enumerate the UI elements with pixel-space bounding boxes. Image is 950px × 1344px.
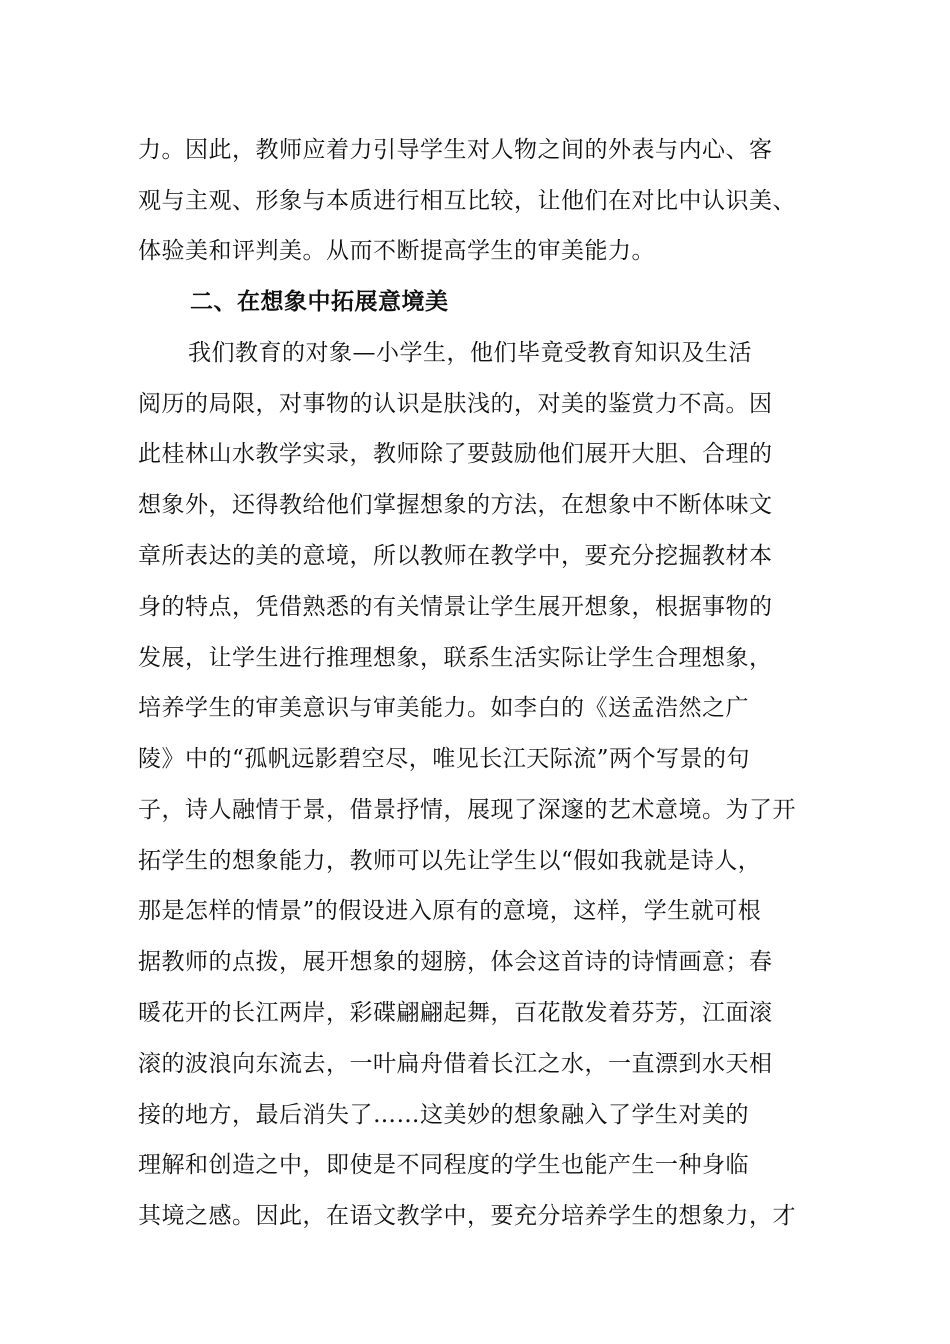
text-line: 陵》中的“孤帆远影碧空尽，唯见长江天际流”两个写景的句 <box>138 746 751 772</box>
text-line: 理解和创造之中，即使是不同程度的学生也能产生一种身临 <box>138 1152 749 1178</box>
text-line: 子，诗人融情于景，借景抒情，展现了深邃的艺术意境。为了开 <box>138 797 796 823</box>
text-line: 滚的波浪向东流去，一叶扁舟借着长江之水，一直漂到水天相 <box>138 1051 773 1077</box>
text-line: 接的地方，最后消失了……这美妙的想象融入了学生对美的 <box>138 1102 749 1128</box>
section-heading: 二、在想象中拓展意境美 <box>190 289 449 315</box>
text-line: 我们教育的对象—小学生，他们毕竟受教育知识及生活 <box>188 340 752 366</box>
text-line: 阅历的局限，对事物的认识是肤浅的，对美的鉴赏力不高。因 <box>138 391 773 417</box>
text-line: 据教师的点拨，展开想象的翅膀，体会这首诗的诗情画意；春 <box>138 949 773 975</box>
text-line: 那是怎样的情景”的假设进入原有的意境，这样，学生就可根 <box>138 898 762 924</box>
text-line: 培养学生的审美意识与审美能力。如李白的《送孟浩然之广 <box>138 695 749 721</box>
text-line: 其境之感。因此，在语文教学中，要充分培养学生的想象力，才 <box>138 1203 796 1229</box>
text-line: 发展，让学生进行推理想象，联系生活实际让学生合理想象， <box>138 645 773 671</box>
text-line: 此桂林山水教学实录，教师除了要鼓励他们展开大胆、合理的 <box>138 441 773 467</box>
text-line: 暖花开的长江两岸，彩碟翩翩起舞，百花散发着芬芳，江面滚 <box>138 1000 773 1026</box>
text-line: 观与主观、形象与本质进行相互比较，让他们在对比中认识美、 <box>138 188 796 214</box>
text-line: 拓学生的想象能力，教师可以先让学生以“假如我就是诗人， <box>138 848 762 874</box>
text-line: 身的特点，凭借熟悉的有关情景让学生展开想象，根据事物的 <box>138 594 773 620</box>
text-line: 章所表达的美的意境，所以教师在教学中，要充分挖掘教材本 <box>138 543 773 569</box>
text-line: 体验美和评判美。从而不断提高学生的审美能力。 <box>138 238 655 264</box>
text-line: 力。因此，教师应着力引导学生对人物之间的外表与内心、客 <box>138 137 773 163</box>
text-line: 想象外，还得教给他们掌握想象的方法，在想象中不断体味文 <box>138 492 773 518</box>
